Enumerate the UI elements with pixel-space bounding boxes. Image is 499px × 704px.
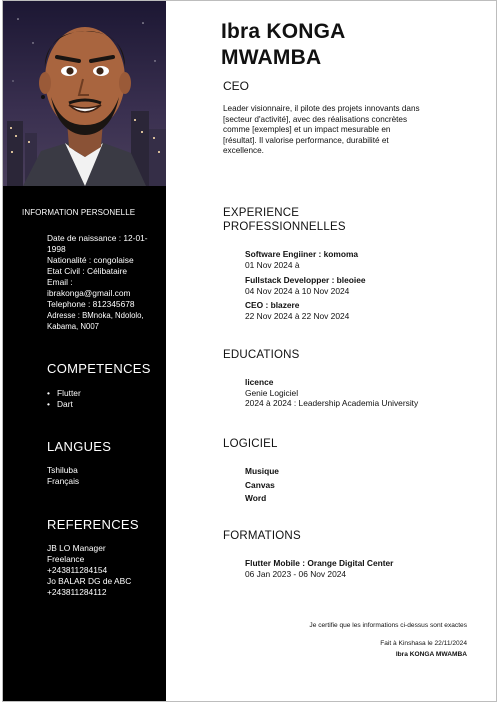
- skill-item: • Flutter: [47, 388, 81, 399]
- reference-line: +243811284112: [47, 587, 107, 597]
- experience-title: Software Engiiner : komoma: [245, 249, 359, 259]
- civil-status: Etat Civil : Célibataire: [47, 266, 128, 276]
- language-item: Tshiluba: [47, 465, 78, 475]
- software-item: Canvas: [245, 479, 275, 490]
- skills-heading: COMPETENCES: [47, 361, 151, 376]
- skill-item: • Dart: [47, 399, 81, 410]
- trainings-heading: FORMATIONS: [223, 530, 301, 542]
- sidebar: [3, 1, 166, 701]
- language-item: Français: [47, 476, 80, 486]
- resume-page: [2, 0, 497, 702]
- reference-line: +243811284154: [47, 565, 108, 575]
- education-heading: EDUCATIONS: [223, 349, 300, 361]
- experience-dates: 01 Nov 2024 à: [245, 259, 300, 270]
- experience-dates: 22 Nov 2024 à 22 Nov 2024: [245, 310, 350, 321]
- reference-line: JB LO Manager: [47, 543, 106, 553]
- address: Adresse : BMnoka, Ndololo, Kabama, N007: [47, 311, 144, 331]
- experience-heading-line-1: EXPERIENCE: [223, 207, 300, 219]
- skills-list: [47, 388, 81, 410]
- training-item: [245, 558, 393, 579]
- software-heading: LOGICIEL: [223, 438, 278, 450]
- software-list: [245, 465, 279, 506]
- main-content: [166, 1, 496, 701]
- birth-date: Date de naissance : 12-01-1998: [47, 233, 148, 254]
- email-value: ibrakonga@gmail.com: [47, 288, 131, 298]
- references-list: [47, 543, 159, 598]
- software-item: Musique: [245, 466, 279, 476]
- references-heading: REFERENCES: [47, 517, 139, 532]
- nationality: Nationalité : congolaise: [47, 255, 134, 265]
- job-title: CEO: [223, 79, 250, 93]
- experience-item: [245, 249, 358, 270]
- software-item: Word: [245, 493, 267, 503]
- personal-info-heading: INFORMATION PERSONELLE: [22, 208, 136, 217]
- education-item: [245, 377, 418, 409]
- name-line-1: Ibra KONGA: [221, 20, 346, 43]
- education-field: Genie Logiciel: [245, 387, 299, 398]
- profile-photo: [3, 1, 166, 186]
- personal-info-details: [47, 233, 159, 332]
- email-label: Email :: [47, 277, 73, 287]
- avatar-illustration: [3, 1, 166, 186]
- experience-item: [245, 300, 349, 321]
- languages-list: [47, 465, 159, 487]
- training-dates: 06 Jan 2023 - 06 Nov 2024: [245, 568, 347, 579]
- languages-heading: LANGUES: [47, 439, 112, 454]
- experience-title: CEO : blazere: [245, 300, 300, 310]
- education-degree: licence: [245, 377, 274, 387]
- phone: Telephone : 812345678: [47, 299, 135, 309]
- person-name: [221, 19, 346, 71]
- experience-item: [245, 275, 366, 296]
- place-date: Fait à Kinshasa le 22/11/2024: [380, 640, 467, 647]
- experience-heading: [223, 206, 346, 234]
- name-line-2: MWAMBA: [221, 46, 322, 69]
- profile-summary: Leader visionnaire, il pilote des projets innovants dans [secteur d'activité], avec des réalisations concrètes comme [exemples] et un impact mesurable en [résultat]. Il valorise performance, durabilité et excellence.: [223, 104, 420, 156]
- experience-heading-line-2: PROFESSIONNELLES: [223, 221, 346, 233]
- certification-statement: Je certifie que les informations ci-dessus sont exactes: [309, 622, 467, 629]
- signature-name: Ibra KONGA MWAMBA: [395, 651, 467, 658]
- education-details: 2024 à 2024 : Leadership Academia University: [245, 398, 419, 408]
- training-title: Flutter Mobile : Orange Digital Center: [245, 558, 394, 568]
- reference-line: Freelance: [47, 554, 85, 564]
- experience-title: Fullstack Developper : bleoiee: [245, 275, 366, 285]
- reference-line: Jo BALAR DG de ABC: [47, 576, 132, 586]
- experience-dates: 04 Nov 2024 à 10 Nov 2024: [245, 285, 350, 296]
